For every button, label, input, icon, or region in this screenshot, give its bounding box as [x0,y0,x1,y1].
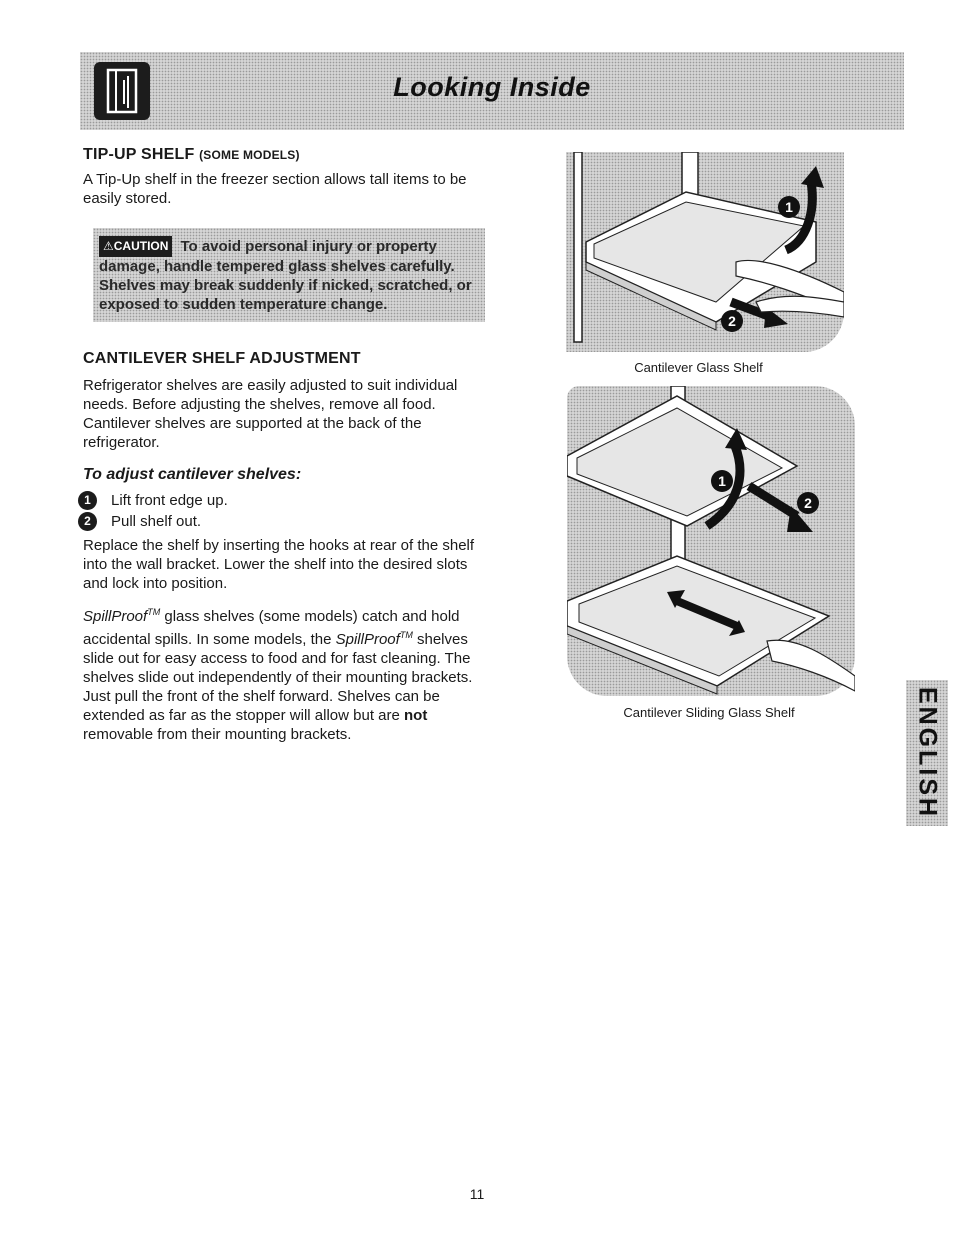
step-item: 2 Pull shelf out. [83,511,488,532]
figure-2-caption: Cantilever Sliding Glass Shelf [623,705,795,720]
caution-box [93,228,485,322]
step-number: 1 [78,491,97,510]
adjust-subheading: To adjust cantilever shelves: [83,466,302,483]
callout-2: 2 [721,310,743,332]
tip-up-heading: TIP-UP SHELF (SOME MODELS) [83,146,300,163]
cantilever-sliding-glass-shelf-figure [567,386,855,696]
page-title: Looking Inside [393,72,591,102]
page-header-banner [80,52,904,130]
spillproof-text: SpillProof™ glass shelves (some models) catch and hold accidental spills. In some models, the SpillProof™ shelves slide out for easy access to food and for fast cleaning. The shelves slide out independently of their mounting brackets. Just pull the front of the shelf forward. Shelves can be extended as far as the stopper will allow but are not removable from their mounting brackets. [83,607,473,743]
cantilever-glass-shelf-figure [566,152,844,352]
tip-up-body: A Tip-Up shelf in the freezer section allows tall items to be easily stored. [83,171,467,207]
caution-badge: ⚠CAUTION [99,236,172,257]
callout-1: 1 [778,196,800,218]
steps-list [83,490,488,532]
caution-text: ⚠CAUTION To avoid personal injury or property damage, handle tempered glass shelves carefully. Shelves may break suddenly if nicked, scratched, or exposed to sudden temperature change. [99,238,472,313]
callout-2: 2 [797,492,819,514]
english-side-tab [906,680,948,826]
step-item: 1 Lift front edge up. [83,490,488,511]
step-number: 2 [78,512,97,531]
cantilever-heading: CANTILEVER SHELF ADJUSTMENT [83,350,361,367]
figure-1-caption: Cantilever Glass Shelf [634,360,763,375]
page-number: 11 [469,1186,485,1202]
warning-triangle-icon: ⚠ [103,239,114,253]
english-tab-label: ENGLISH [913,686,942,820]
cantilever-body: Refrigerator shelves are easily adjusted to suit individual needs. Before adjusting the shelves, remove all food. Cantilever shelves are supported at the back of the refrigerator. [83,377,458,451]
callout-1: 1 [711,470,733,492]
replace-text: Replace the shelf by inserting the hooks at rear of the shelf into the wall bracket. Lower the shelf into the desired slots and lock into position. [83,537,475,592]
left-column [83,146,488,744]
